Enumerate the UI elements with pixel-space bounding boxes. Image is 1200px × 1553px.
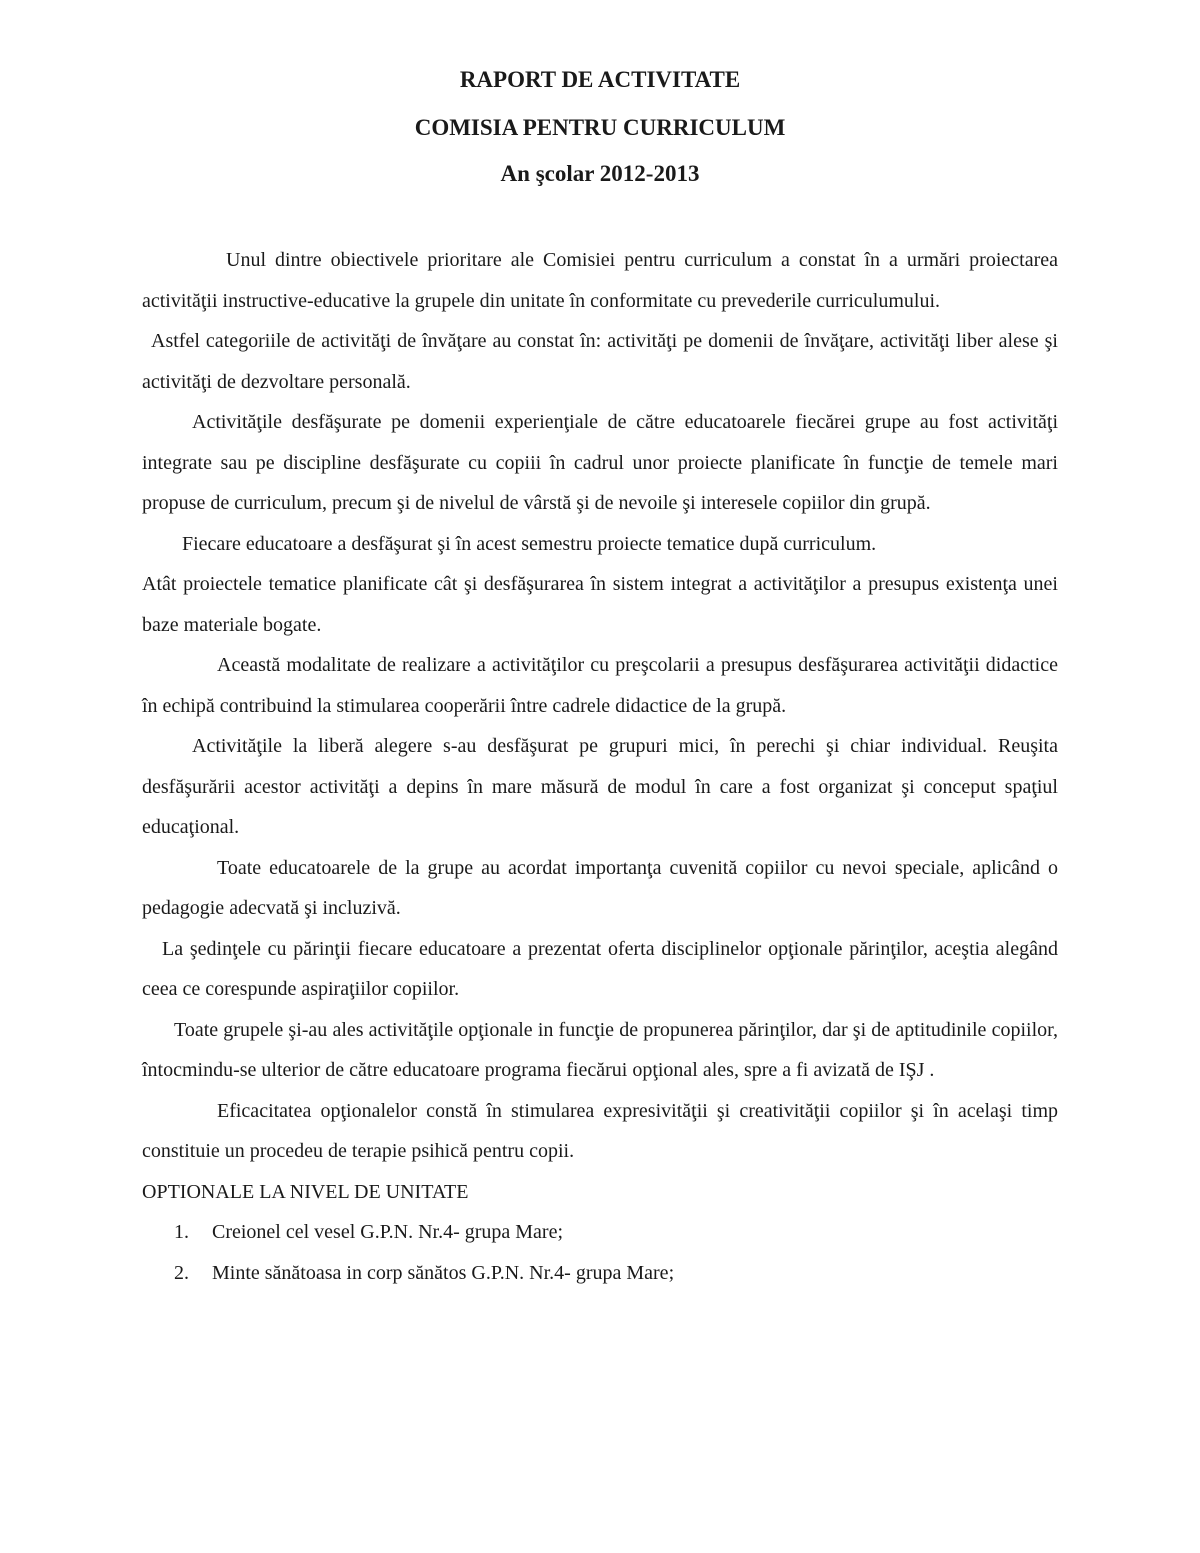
section-heading: OPTIONALE LA NIVEL DE UNITATE <box>142 1180 469 1203</box>
list-item-text: Minte sănătoasa in corp sănătos G.P.N. Nr.4- grupa Mare; <box>212 1261 675 1284</box>
paragraph: Această modalitate de realizare a activităţilor cu preşcolarii a presupus desfăşurarea activităţii didactice în echipă contribuind la stimularea cooperării între cadrele didactice de la grupă. <box>142 654 1058 717</box>
document-title: RAPORT DE ACTIVITATE <box>459 67 741 92</box>
paragraph: Toate educatoarele de la grupe au acordat importanţa cuvenită copiilor cu nevoi speciale, aplicând o pedagogie adecvată şi incluzivă. <box>142 856 1058 919</box>
paragraph: Toate grupele şi-au ales activităţile opţionale in funcţie de propunerea părinţilor, dar şi de aptitudinile copiilor, întocmindu-se ulterior de către educatoare programa fiecărui opţional ales, spre a fi avizată de IŞJ . <box>142 1018 1058 1081</box>
list-item <box>142 1212 1058 1253</box>
document-body <box>142 240 1058 1293</box>
list-item <box>142 1253 1058 1294</box>
paragraph: Fiecare educatoare a desfăşurat şi în acest semestru proiecte tematice după curriculum. <box>182 532 877 555</box>
list-number: 1. <box>174 1221 189 1243</box>
list-item-text: Creionel cel vesel G.P.N. Nr.4- grupa Mare; <box>212 1221 564 1243</box>
optional-list <box>142 1212 1058 1293</box>
paragraph: Activităţile la liberă alegere s-au desfăşurat pe grupuri mici, în perechi şi chiar individual. Reuşita desfăşurării acestor activităţi a depins în mare măsură de modul în care a fost organizat şi conceput spaţiul educaţional. <box>142 735 1058 838</box>
paragraph: Unul dintre obiectivele prioritare ale Comisiei pentru curriculum a constat în a urmări proiectarea activităţii instructive-educative la grupele din unitate în conformitate cu prevederile curriculumului. <box>142 249 1058 312</box>
paragraph: Activităţile desfăşurate pe domenii experienţiale de către educatoarele fiecărei grupe au fost activităţi integrate sau pe discipline desfăşurate cu copiii în cadrul unor proiecte planificate în funcţie de temele mari propuse de curriculum, precum şi de nivelul de vârstă şi de nevoile şi interesele copiilor din grupă. <box>142 411 1058 514</box>
document-subtitle: COMISIA PENTRU CURRICULUM <box>414 115 786 140</box>
paragraph: Astfel categoriile de activităţi de învăţare au constat în: activităţi pe domenii de învăţare, activităţi liber alese şi activităţi de dezvoltare personală. <box>142 330 1058 393</box>
paragraph: Atât proiectele tematice planificate cât şi desfăşurarea în sistem integrat a activităţilor a presupus existenţa unei baze materiale bogate. <box>142 573 1058 636</box>
paragraph: Eficacitatea opţionalelor constă în stimularea expresivităţii şi creativităţii copiilor şi în acelaşi timp constituie un procedeu de terapie psihică pentru copii. <box>142 1099 1058 1162</box>
paragraph: La şedinţele cu părinţii fiecare educatoare a prezentat oferta disciplinelor opţionale părinţilor, aceştia alegând ceea ce corespunde aspiraţiilor copiilor. <box>142 937 1058 1000</box>
school-year: An şcolar 2012-2013 <box>500 161 700 186</box>
list-number: 2. <box>174 1261 189 1284</box>
